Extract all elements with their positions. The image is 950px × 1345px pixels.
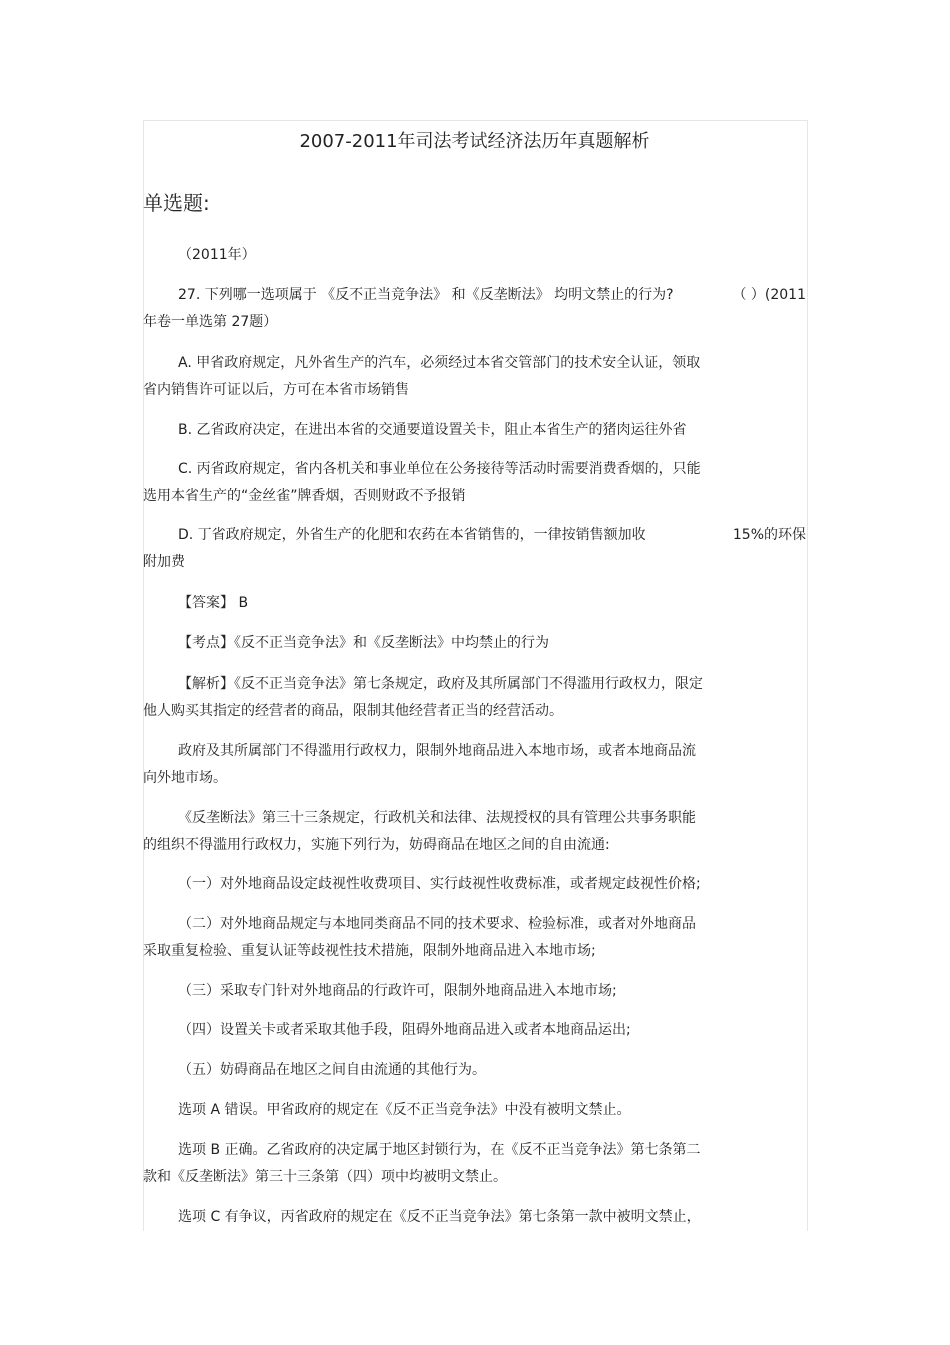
list-item-5: （五）妨碍商品在地区之间自由流通的其他行为。: [178, 1062, 486, 1078]
option-c: C. 丙省政府规定，省内各机关和事业单位在公务接待等活动时需要消费香烟的，只能 选用本省生产的“金丝雀”牌香烟，否则财政不予报销: [143, 461, 701, 504]
analysis-para-3: 《反垄断法》第三十三条规定，行政机关和法律、法规授权的具有管理公共事务职能 的组织不得滥用行政权力，实施下列行为，妨碍商品在地区之间的自由流通:: [143, 810, 696, 853]
option-b-analysis: 选项 B 正确。乙省政府的决定属于地区封锁行为，在《反不正当竞争法》第七条第二 款和《反垄断法》第三十三条第（四）项中均被明文禁止。: [143, 1142, 701, 1185]
question-source: 年卷一单选第 27题）: [143, 314, 278, 330]
list-item-1: （一）对外地商品设定歧视性收费项目、实行歧视性收费标准，或者规定歧视性价格;: [178, 876, 701, 892]
option-a-analysis: 选项 A 错误。甲省政府的规定在《反不正当竞争法》中没有被明文禁止。: [178, 1102, 631, 1118]
list-item-2: （二）对外地商品规定与本地同类商品不同的技术要求、检验标准，或者对外地商品 采取重复检验、重复认证等歧视性技术措施，限制外地商品进入本地市场;: [143, 916, 696, 959]
option-c-analysis: 选项 C 有争议，丙省政府的规定在《反不正当竞争法》第七条第一款中被明文禁止，: [178, 1209, 701, 1225]
option-b: B. 乙省政府决定，在进出本省的交通要道设置关卡，阻止本省生产的猪肉运往外省: [178, 422, 687, 438]
list-item-4: （四）设置关卡或者采取其他手段，阻碍外地商品进入或者本地商品运出;: [178, 1022, 631, 1038]
answer: 【答案】 B: [178, 595, 249, 611]
question-tail: （ ）(2011: [732, 287, 806, 303]
document-title: 2007-2011年司法考试经济法历年真题解析: [299, 131, 650, 152]
option-d: D. 丁省政府规定，外省生产的化肥和农药在本省销售的，一律按销售额加收 15%的环保 附加费: [143, 527, 806, 570]
exam-point: 【考点】《反不正当竞争法》和《反垄断法》中均禁止的行为: [178, 635, 549, 651]
option-a: A. 甲省政府规定，凡外省生产的汽车，必须经过本省交管部门的技术安全认证，领取 省内销售许可证以后，方可在本省市场销售: [143, 355, 701, 398]
question-27: [143, 282, 806, 336]
analysis-para-1: 【解析】《反不正当竞争法》第七条规定，政府及其所属部门不得滥用行政权力，限定 他人购买其指定的经营者的商品，限制其他经营者正当的经营活动。: [143, 676, 703, 719]
question-text: 27. 下列哪一选项属于 《反不正当竞争法》 和《反垄断法》 均明文禁止的行为?: [178, 287, 674, 303]
year-label: （2011年）: [178, 247, 256, 263]
section-heading: 单选题:: [143, 191, 210, 215]
analysis-para-2: 政府及其所属部门不得滥用行政权力，限制外地商品进入本地市场，或者本地商品流 向外地市场。: [143, 743, 696, 786]
list-item-3: （三）采取专门针对外地商品的行政许可，限制外地商品进入本地市场;: [178, 983, 617, 999]
